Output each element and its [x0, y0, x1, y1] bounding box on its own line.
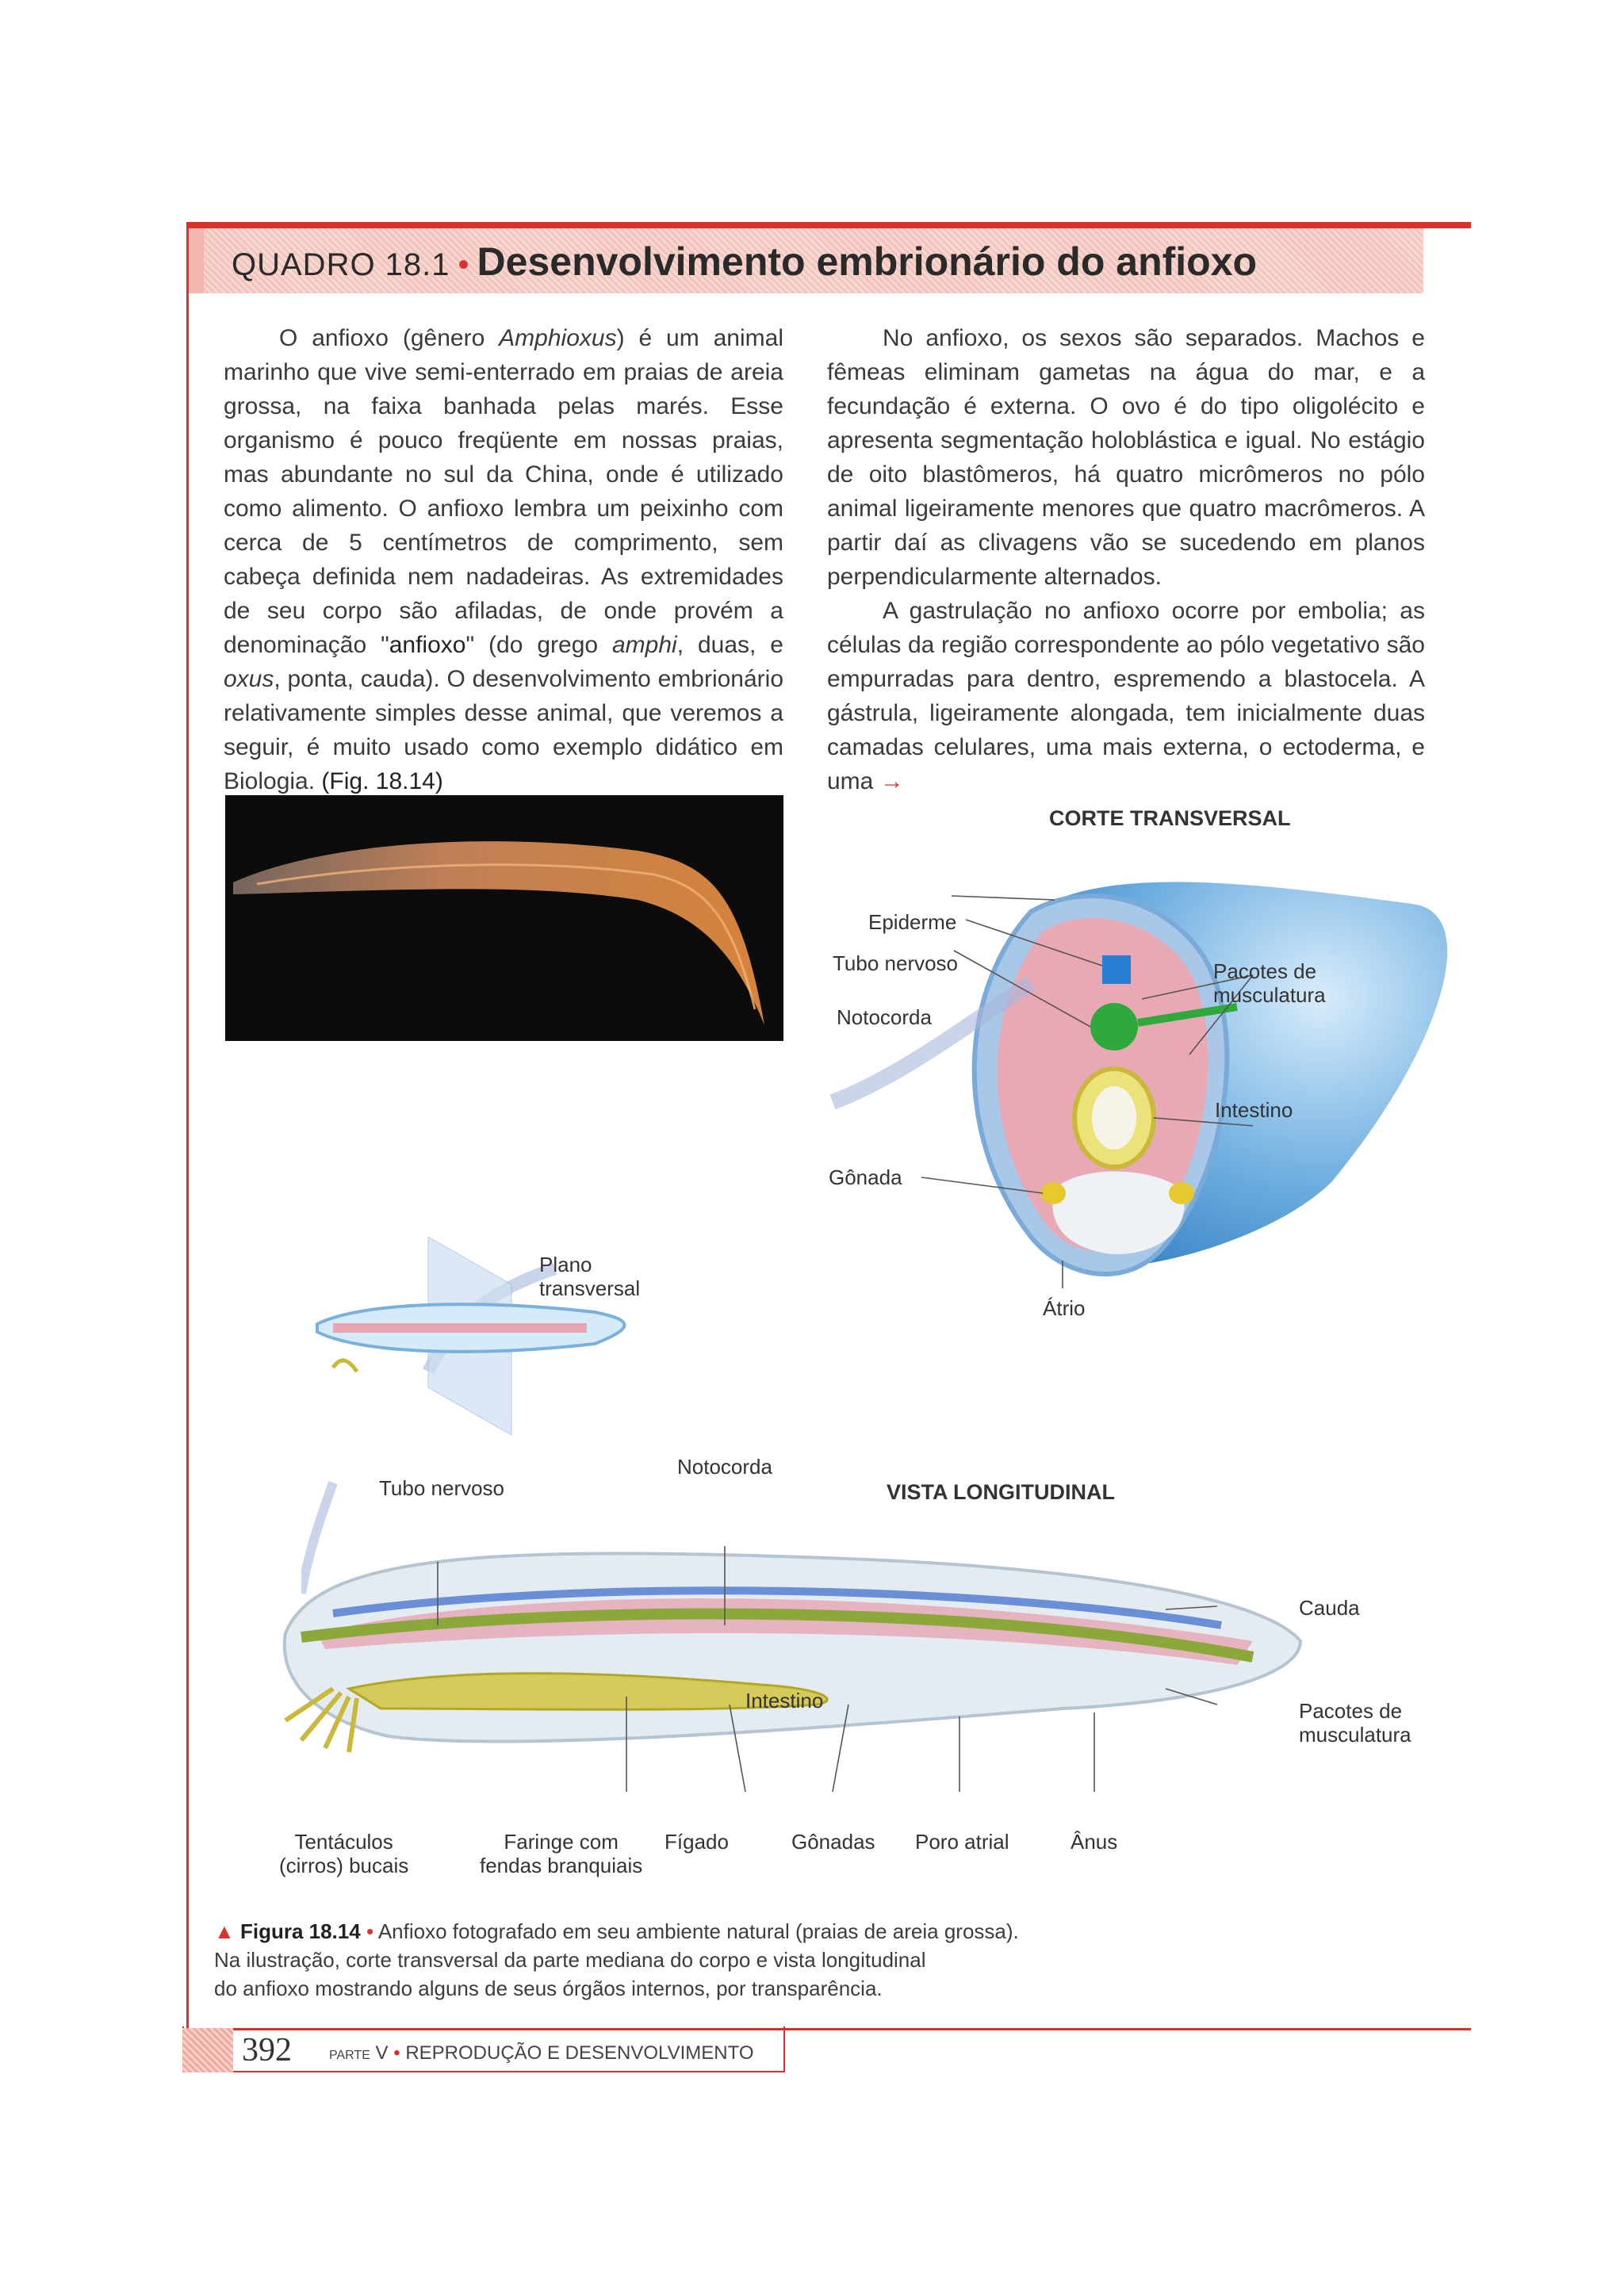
label-anus: Ânus — [1071, 1830, 1118, 1854]
label-plano-transversal: Plano transversal — [539, 1253, 641, 1300]
header-tab — [186, 228, 204, 293]
title-separator: • — [458, 247, 469, 282]
running-footer: PARTE V • REPRODUÇÃO E DESENVOLVIMENTO — [329, 2042, 754, 2064]
amphioxus-photo — [225, 795, 783, 1041]
cross-section-title: CORTE TRANSVERSAL — [1049, 806, 1291, 830]
paragraph-sexes: No anfioxo, os sexos são separados. Machos e fêmeas eliminam gametas na água do mar, e a fecundação é externa. O ovo é do tipo oligolécito e apresenta segmentação holoblástica e igual. No estágio de oito blastômeros, há quatro micrômeros no pólo animal ligeiramente menores que quatro macrômeros. A partir daí as clivagens vão se sucedendo em planos perpendicularmente alternados. — [827, 325, 1425, 590]
label-tentaculos: Tentáculos (cirros) bucais — [279, 1830, 409, 1877]
label-atrio: Átrio — [1043, 1296, 1086, 1320]
label-notocorda-long: Notocorda — [677, 1455, 772, 1479]
label-cauda: Cauda — [1299, 1596, 1360, 1620]
label-tubo-nervoso-long: Tubo nervoso — [379, 1476, 505, 1500]
text-column-left — [224, 321, 783, 798]
cross-section-diagram — [825, 793, 1475, 1332]
label-faringe: Faringe com fendas branquiais — [480, 1830, 643, 1877]
box-frame-left — [186, 228, 189, 2068]
box-heading: Desenvolvimento embrionário do anfioxo — [477, 239, 1258, 284]
figure-caption: ▲ Figura 18.14 • Anfioxo fotografado em seu ambiente natural (praias de areia grossa). Na ilustração, corte transversal da parte mediana do corpo e vista longitudinal do anfioxo mostrando alguns de seus órgãos internos, por transparência. — [214, 1919, 1019, 2000]
caption-figure-number: Figura 18.14 — [239, 1919, 361, 1943]
page-number: 392 — [242, 2032, 292, 2068]
header-rule — [186, 222, 1471, 228]
label-epiderme: Epiderme — [868, 910, 957, 934]
box-title — [232, 230, 1257, 293]
amphioxus-photo-drawing — [225, 795, 783, 1041]
text-column-right — [827, 321, 1425, 798]
label-intestino: Intestino — [1215, 1098, 1293, 1122]
label-gonadas: Gônadas — [791, 1830, 875, 1854]
paragraph-gastrulation: A gastrulação no anfioxo ocorre por embolia; as células da região correspondente ao pólo vegetativo são empurradas para dentro, espremendo a blastocela. A gástrula, ligeiramente alongada, tem inicialmente duas camadas celulares, uma mais externa, o ectoderma, e uma → — [827, 598, 1425, 794]
longitudinal-title: VISTA LONGITUDINAL — [887, 1480, 1115, 1504]
label-notocorda: Notocorda — [837, 1005, 932, 1029]
label-gonada: Gônada — [829, 1165, 902, 1189]
continue-arrow: → — [879, 768, 904, 794]
longitudinal-diagram — [270, 1538, 1316, 1808]
figure-reference: (Fig. 18.14) — [321, 768, 443, 794]
label-figado: Fígado — [665, 1830, 729, 1854]
box-label: QUADRO 18.1 — [232, 247, 450, 282]
label-poro-atrial: Poro atrial — [915, 1830, 1009, 1854]
footer-pattern — [182, 2028, 233, 2072]
label-tubo-nervoso: Tubo nervoso — [833, 951, 959, 975]
label-pacotes-musculatura: Pacotes de musculatura — [1213, 959, 1326, 1007]
paragraph-intro: O anfioxo (gênero Amphioxus) é um animal marinho que vive semi-enterrado em praias de areia grossa, na faixa banhada pelas marés. Esse organismo é pouco freqüente em nossas praias, mas abundante no sul da China, onde é utilizado como alimento. O anfioxo lembra um peixinho com cerca de 5 centímetros de comprimento, sem cabeça definida nem nadadeiras. As extremidades de seu corpo são afiladas, de onde provém a denominação "anfioxo" (do grego amphi, duas, e oxus, ponta, cauda). O desenvolvimento embrionário relativamente simples desse animal, que veremos a seguir, é muito usado como exemplo didático em Biologia. (Fig. 18.14) — [224, 325, 783, 794]
caption-marker: ▲ — [214, 1919, 235, 1943]
label-pacotes-musculatura-long: Pacotes de musculatura — [1299, 1699, 1411, 1747]
label-intestino-long: Intestino — [745, 1689, 824, 1712]
